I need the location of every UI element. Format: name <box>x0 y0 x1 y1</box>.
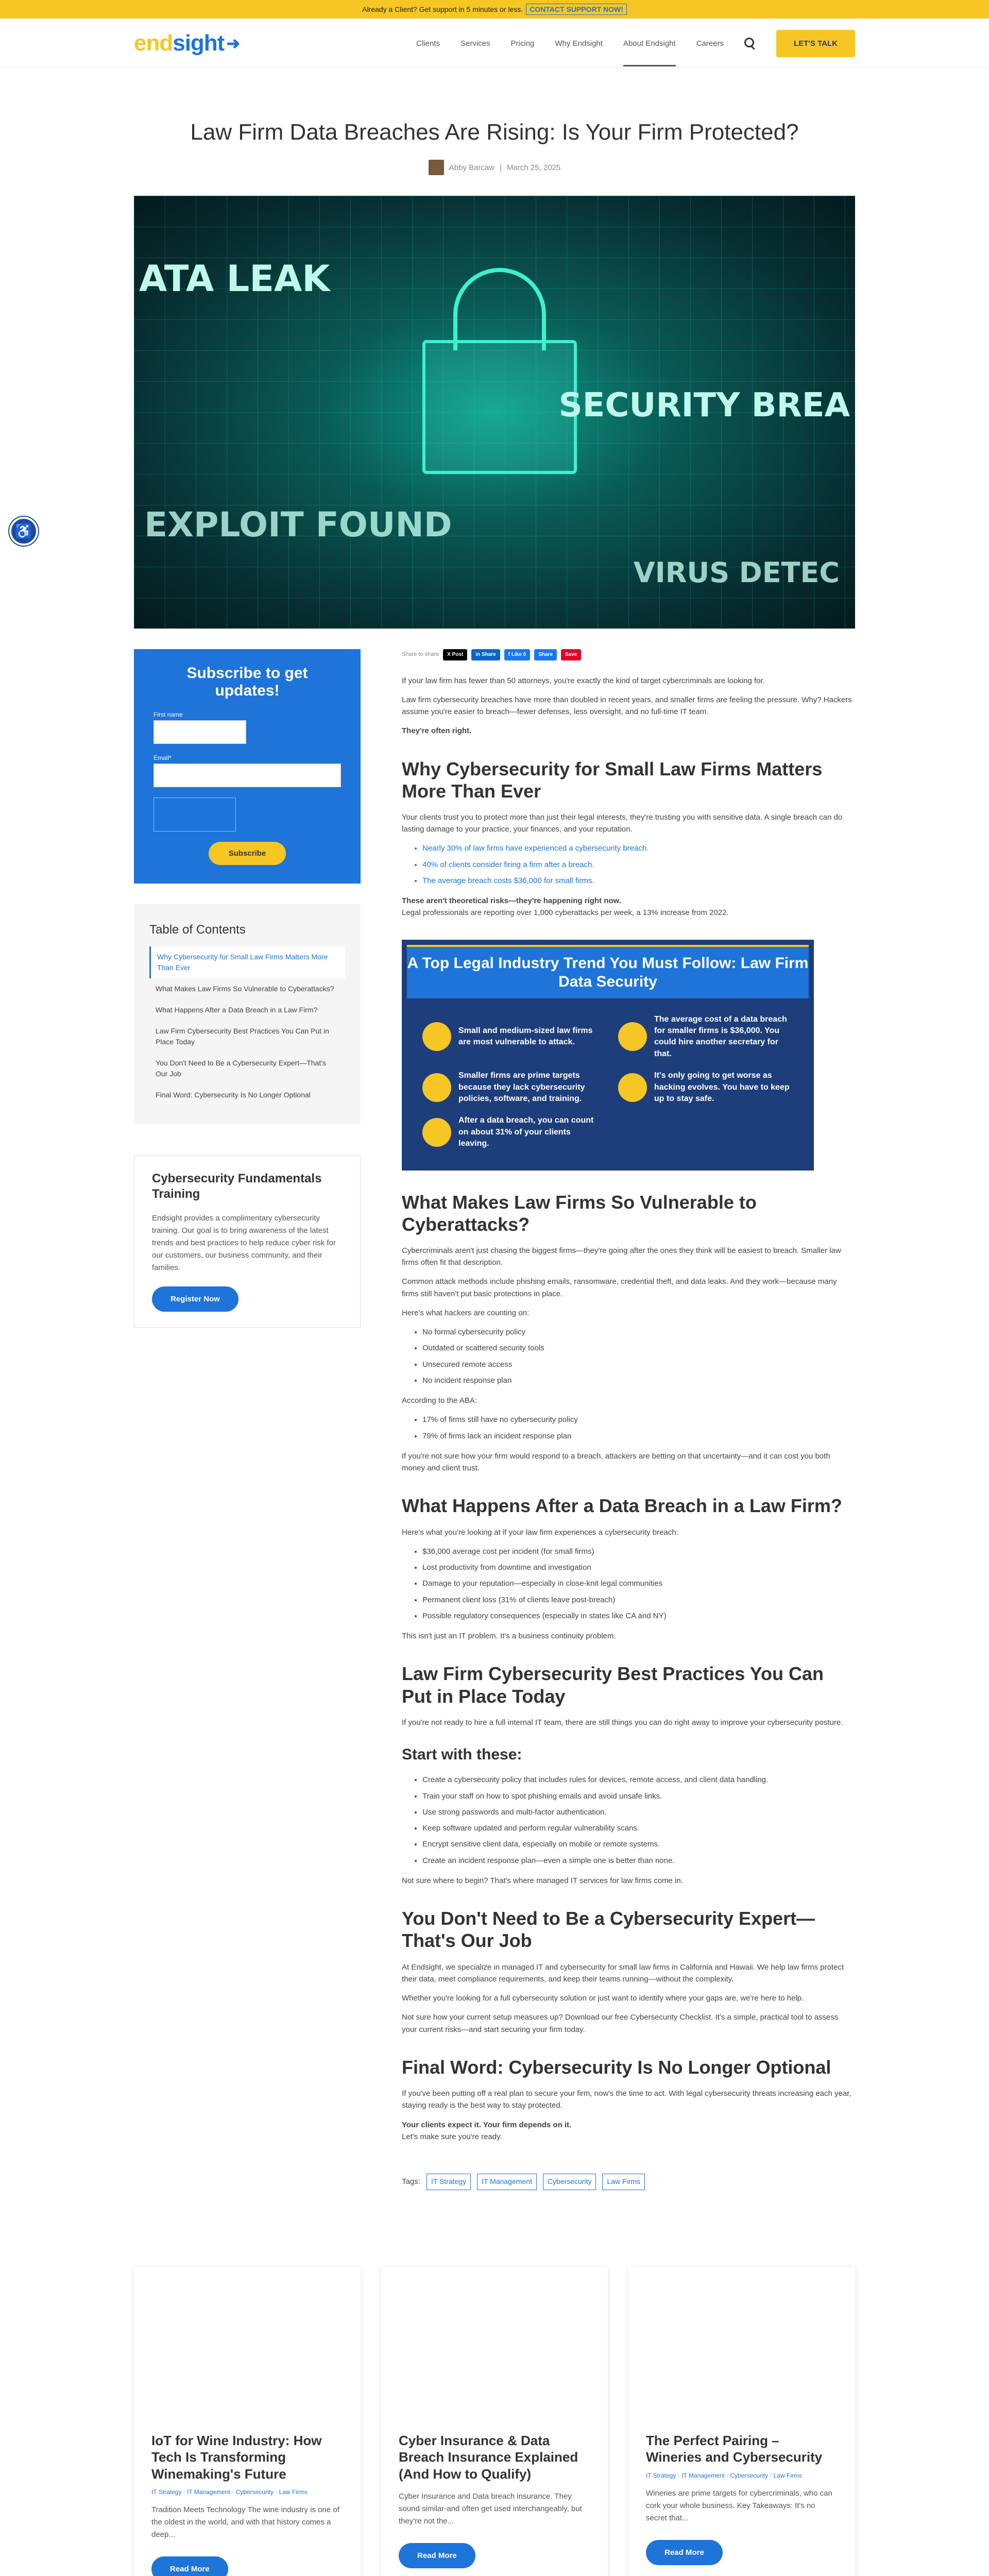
captcha-box[interactable] <box>154 798 236 832</box>
list-item: • $36,000 average cost per incident (for small firms) <box>422 1546 855 1557</box>
list-item: • 17% of firms still have no cybersecurity policy <box>422 1414 855 1426</box>
list-item: • Possible regulatory consequences (especially in states like CA and NY) <box>422 1610 855 1622</box>
paragraph: Not sure how your current setup measures up? Download our free Cybersecurity Checklist. It's a simple, practical tool to assess your current risks—and start securing your firm today. <box>402 2013 839 2034</box>
subscribe-title: Subscribe to get updates! <box>186 665 308 699</box>
email-input[interactable] <box>154 764 341 787</box>
infographic-text: It's only going to get worse as hacking evolves. You have to keep up to stay safe. <box>654 1071 790 1103</box>
facebook-like-button[interactable]: f Like 0 <box>504 649 530 660</box>
email-label: Email* <box>154 754 172 761</box>
section-heading: You Don't Need to Be a Cybersecurity Expert—That's Our Job <box>402 1908 815 1952</box>
toc-item[interactable]: Why Cybersecurity for Small Law Firms Matters More Than Ever <box>149 946 345 978</box>
accessibility-icon[interactable]: ♿ <box>9 517 38 546</box>
infographic-text: After a data breach, you can count on about 31% of your clients leaving. <box>458 1116 594 1148</box>
read-more-button[interactable]: Read More <box>151 2556 228 2576</box>
padlock-icon <box>422 340 577 474</box>
list-item: • Unsecured remote access <box>422 1359 855 1370</box>
paragraph: Your clients trust you to protect more than just their legal interests, they're trusting you with sensitive data. A single breach can do lasting damage to your practice, your finances, and your reputation. <box>402 812 843 834</box>
endsight-logo[interactable] <box>134 30 240 56</box>
intro-p1: If your law firm has fewer than 50 attorneys, you're exactly the kind of target cybercriminals are looking for. <box>402 676 765 685</box>
read-more-button[interactable]: Read More <box>399 2543 475 2568</box>
nav-careers[interactable]: Careers <box>696 39 724 48</box>
intro-p2: Law firm cybersecurity breaches have more than doubled in recent years, and smaller firms are feeling the pressure. Why? Hackers assume you're easier to breach—fewer defenses, less oversight, and no full-time IT team. <box>402 695 852 716</box>
section-heading: What Happens After a Data Breach in a Law Firm? <box>402 1495 842 1517</box>
section-heading: Law Firm Cybersecurity Best Practices You Can Put in Place Today <box>402 1663 824 1707</box>
people-icon <box>422 1118 451 1147</box>
nav-clients[interactable]: Clients <box>416 39 440 48</box>
infographic-text: Small and medium-sized law firms are most vulnerable to attack. <box>458 1026 593 1047</box>
infographic-title: A Top Legal Industry Trend You Must Follow: Law Firm Data Security <box>407 945 809 998</box>
tag-link[interactable]: Cybersecurity <box>543 2174 596 2190</box>
infographic-cell <box>422 1115 598 1149</box>
card-categories[interactable]: IT Strategy · IT Management · Cybersecurity · Law Firms <box>151 2488 308 2496</box>
nav-about-endsight[interactable]: About Endsight <box>623 21 676 66</box>
read-more-button[interactable]: Read More <box>646 2540 723 2565</box>
facebook-share-button[interactable]: Share <box>534 649 557 660</box>
main-nav <box>416 21 724 66</box>
paragraph: If you've been putting off a real plan to secure your firm, now's the time to act. With legal cybersecurity threats increasing each year, staying ready is the best way to stay protected. <box>402 2089 851 2110</box>
tag-link[interactable]: IT Strategy <box>427 2174 471 2190</box>
table-of-contents <box>134 904 361 1124</box>
list-item: • Damage to your reputation—especially in close-knit legal communities <box>422 1578 855 1589</box>
card-excerpt: Tradition Meets Technology The wine industry is one of the oldest in the world, and with that history comes a deep... <box>151 2505 339 2539</box>
banner-text: Already a Client? Get support in 5 minutes or less. <box>362 5 523 13</box>
logo-sight: sight <box>173 30 225 56</box>
toc-item[interactable]: What Makes Law Firms So Vulnerable to Cyberattacks? <box>156 985 334 993</box>
list-item[interactable]: • The average breach costs $36,000 for small firms. <box>422 875 855 887</box>
card-categories[interactable]: IT Strategy · IT Management · Cybersecurity · Law Firms <box>646 2471 802 2479</box>
register-now-button[interactable]: Register Now <box>152 1286 238 1312</box>
related-card[interactable] <box>628 2267 855 2576</box>
nav-pricing[interactable]: Pricing <box>510 39 535 48</box>
list-item: • Outdated or scattered security tools <box>422 1342 855 1354</box>
list-item[interactable]: • Train your staff on how to spot phishing emails and avoid unsafe links. <box>422 1790 855 1802</box>
card-thumbnail[interactable] <box>134 2267 361 2432</box>
tag-link[interactable]: Law Firms <box>602 2174 645 2190</box>
share-bar <box>402 649 855 660</box>
toc-item[interactable]: You Don't Need to Be a Cybersecurity Expert—That's Our Job <box>156 1059 326 1078</box>
list-item[interactable]: • Nearly 30% of law firms have experienced a cybersecurity breach. <box>422 842 855 854</box>
paragraph: If you're not sure how your firm would respond to a breach, attackers are betting on that uncertainty—and it can cost you both money and client trust. <box>402 1451 830 1473</box>
subscribe-button[interactable]: Subscribe <box>209 842 286 865</box>
contact-support-link[interactable]: CONTACT SUPPORT NOW! <box>526 4 627 15</box>
search-icon[interactable] <box>744 38 756 49</box>
intro-p3: They're often right. <box>402 726 472 736</box>
paragraph: These aren't theoretical risks—they're happening right now. <box>402 896 621 906</box>
list-item[interactable]: • Create an incident response plan—even a simple one is better than none. <box>422 1855 855 1867</box>
paragraph: Not sure where to begin? That's where managed IT services for law firms come in. <box>402 1876 683 1885</box>
list-item[interactable]: • 40% of clients consider firing a firm after a breach. <box>422 859 855 871</box>
hero-text-virus-detected: VIRUS DETEC <box>633 556 840 589</box>
list-item: • No formal cybersecurity policy <box>422 1326 855 1338</box>
paragraph: Common attack methods include phishing emails, ransomware, credential theft, and data leaks. And they work—because many firms still haven't put basic protections in place. <box>402 1277 837 1298</box>
infographic-cell <box>618 1070 793 1105</box>
paragraph: Whether you're looking for a full cybersecurity solution or just want to identify where your gaps are, we're here to help. <box>402 1994 804 2003</box>
infographic-text: The average cost of a data breach for smaller firms is $36,000. You could hire another secretary for that. <box>654 1014 787 1058</box>
toc-item[interactable]: Law Firm Cybersecurity Best Practices You Can Put in Place Today <box>156 1027 329 1046</box>
nav-why-endsight[interactable]: Why Endsight <box>555 39 603 48</box>
card-title[interactable]: The Perfect Pairing – Wineries and Cybersecurity <box>646 2432 823 2465</box>
paragraph: Cybercriminals aren't just chasing the biggest firms—they're going after the ones they think will be easiest to breach. Smaller law firms often fit that description. <box>402 1246 841 1267</box>
hero-text-security-breach: SECURITY BREA <box>558 386 850 425</box>
trend-icon <box>618 1073 647 1102</box>
subsection-heading: Start with these: <box>402 1745 522 1763</box>
article-body <box>402 649 855 2190</box>
list-item: • Encrypt sensitive client data, especially on mobile or remote systems. <box>422 1838 855 1850</box>
list-item[interactable]: • Create a cybersecurity policy that includes rules for devices, remote access, and client data handling. <box>422 1774 855 1786</box>
paragraph: At Endsight, we specialize in managed IT and cybersecurity for small law firms in California and Hawaii. We help law firms protect their data, meet compliance requirements, and keep their teams running—without the complexity. <box>402 1962 844 1984</box>
post-date: March 25, 2025 <box>507 163 561 172</box>
tags-label: Tags: <box>402 2177 420 2187</box>
site-header <box>0 19 989 68</box>
linkedin-share-button[interactable]: in Share <box>471 649 500 660</box>
page-title: Law Firm Data Breaches Are Rising: Is Your Firm Protected? <box>190 120 799 145</box>
list-item: • Keep software updated and perform regular vulnerability scans. <box>422 1822 855 1834</box>
paragraph: This isn't just an IT problem. It's a business continuity problem. <box>402 1632 616 1641</box>
card-excerpt: Wineries are prime targets for cybercriminals, who can cork your whole business. Key Takeaways: It's no secret that... <box>646 2488 832 2522</box>
tag-link[interactable]: IT Management <box>477 2174 537 2190</box>
lets-talk-button[interactable]: LET'S TALK <box>776 30 855 57</box>
subscribe-form <box>134 649 361 884</box>
logo-arrow-icon: ➜ <box>226 34 240 53</box>
x-post-button[interactable]: X Post <box>443 649 467 660</box>
infographic-cell <box>422 1014 598 1060</box>
hero-image <box>134 196 855 629</box>
card-title[interactable]: IoT for Wine Industry: How Tech Is Transforming Winemaking's Future <box>151 2432 322 2482</box>
toc-item[interactable]: What Happens After a Data Breach in a Law Firm? <box>156 1006 318 1014</box>
related-card[interactable] <box>134 2267 361 2576</box>
sidebar <box>134 649 361 2190</box>
infographic-cell <box>618 1014 793 1060</box>
toc-title: Table of Contents <box>149 923 246 937</box>
tags-row <box>402 2174 855 2190</box>
list-item: • No incident response plan <box>422 1375 855 1386</box>
first-name-label: First name <box>154 711 183 718</box>
warning-icon <box>422 1073 451 1102</box>
author-avatar <box>429 160 444 175</box>
section-heading: What Makes Law Firms So Vulnerable to Cyberattacks? <box>402 1191 757 1235</box>
paragraph: Legal professionals are reporting over 1,000 cyberattacks per week, a 13% increase from 2022. <box>402 908 729 918</box>
paragraph: Here's what you're looking at if your law firm experiences a cybersecurity breach: <box>402 1528 678 1537</box>
card-title[interactable]: Cyber Insurance & Data Breach Insurance Explained (And How to Qualify) <box>399 2432 578 2482</box>
hero-text-data-leak: ATA LEAK <box>139 258 330 300</box>
nav-services[interactable]: Services <box>461 39 490 48</box>
infographic <box>402 940 814 1171</box>
related-posts <box>134 2267 855 2576</box>
share-label: Share to share <box>402 651 439 658</box>
paragraph: Let's make sure you're ready. <box>402 2132 502 2141</box>
related-card[interactable] <box>381 2267 608 2576</box>
infographic-cell <box>422 1070 598 1105</box>
first-name-input[interactable] <box>154 720 246 744</box>
hero-text-exploit-found: EXPLOIT FOUND <box>144 505 452 545</box>
list-item: • 79% of firms lack an incident response plan <box>422 1430 855 1442</box>
list-item: • Permanent client loss (31% of clients leave post-breach) <box>422 1594 855 1606</box>
top-banner <box>0 0 989 19</box>
section-heading: Final Word: Cybersecurity Is No Longer Optional <box>402 2056 831 2078</box>
logo-end: end <box>134 30 173 56</box>
paragraph: According to the ABA: <box>402 1396 477 1405</box>
training-title: Cybersecurity Fundamentals Training <box>152 1172 322 1201</box>
card-thumbnail[interactable] <box>381 2267 608 2432</box>
card-excerpt: Cyber Insurance and Data breach insurance. They sound similar-and often get used interchangeably, but they're not the... <box>399 2492 582 2526</box>
byline-divider: | <box>500 163 502 172</box>
card-thumbnail[interactable] <box>628 2267 855 2432</box>
calendar-icon <box>618 1022 647 1051</box>
byline <box>134 160 855 175</box>
section-heading: Why Cybersecurity for Small Law Firms Matters More Than Ever <box>402 758 823 802</box>
list-item: • Lost productivity from downtime and investigation <box>422 1562 855 1573</box>
paragraph: Here's what hackers are counting on: <box>402 1308 530 1317</box>
dollar-icon <box>422 1022 451 1051</box>
paragraph: Your clients expect it. Your firm depends on it. <box>402 2120 572 2129</box>
list-item[interactable]: • Use strong passwords and multi-factor authentication. <box>422 1806 855 1818</box>
pinterest-save-button[interactable]: Save <box>561 649 581 660</box>
training-text: Endsight provides a complimentary cybersecurity training. Our goal is to bring awareness of the latest trends and best practices to help reduce cyber risk for our customers, our business community, and their families. <box>152 1214 336 1272</box>
infographic-text: Smaller firms are prime targets because they lack cybersecurity policies, software, and training. <box>458 1071 585 1103</box>
paragraph: If you're not ready to hire a full internal IT team, there are still things you can do right away to improve your cybersecurity posture. <box>402 1718 843 1727</box>
author-name[interactable]: Abby Barcaw <box>449 163 495 172</box>
toc-item[interactable]: Final Word: Cybersecurity Is No Longer Optional <box>156 1091 311 1099</box>
training-card <box>134 1155 361 1328</box>
